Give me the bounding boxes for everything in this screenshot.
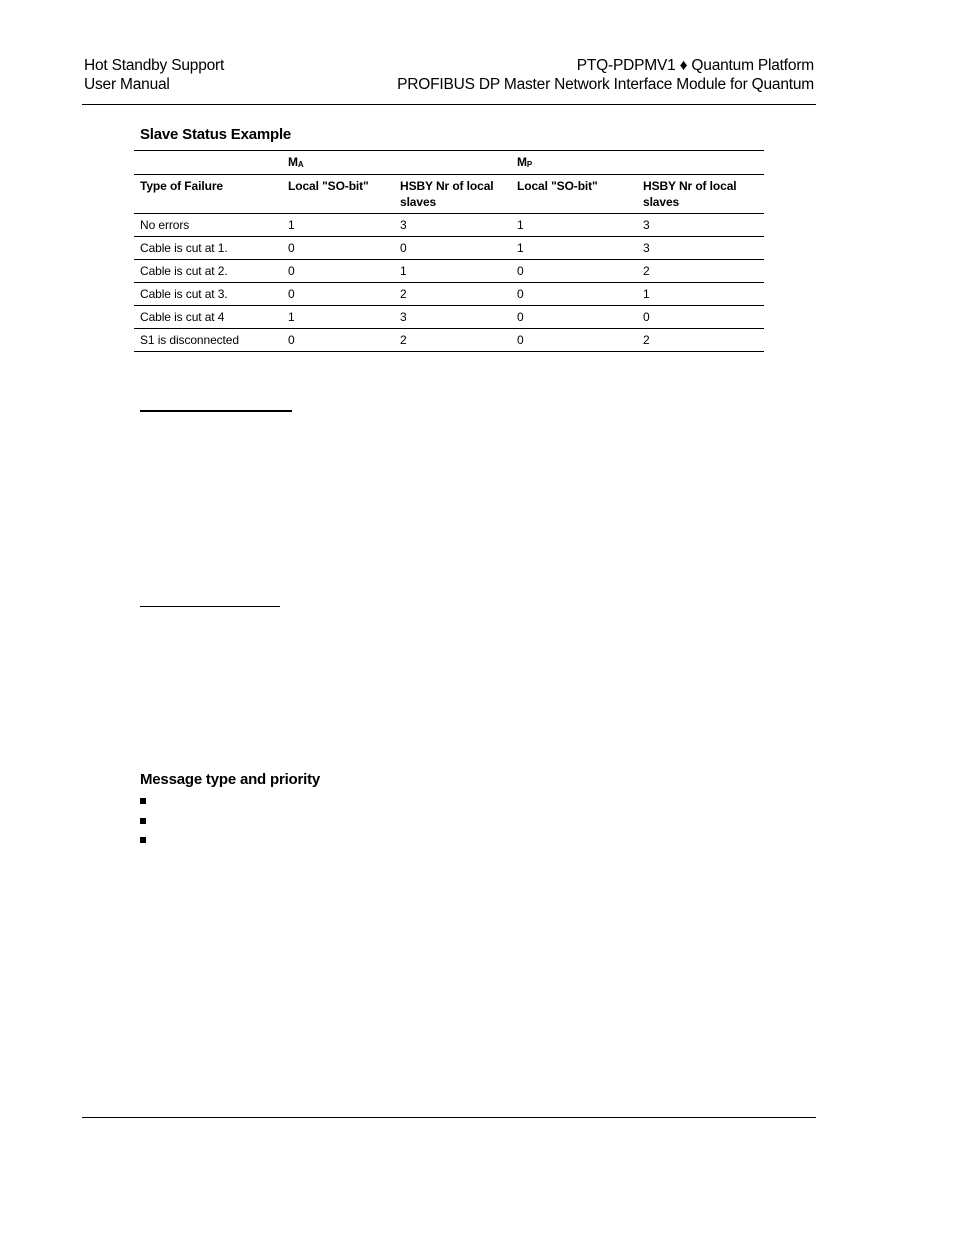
table-cell: 1 — [637, 283, 764, 306]
header-section-title: Hot Standby Support — [84, 57, 225, 74]
group-header-ma: $M_A$ — [282, 151, 511, 175]
table-cell: No errors — [134, 214, 282, 237]
table-cell: 1 — [282, 306, 394, 329]
column-header: Local "SO-bit" — [511, 175, 637, 214]
table-cell: 2 — [637, 329, 764, 352]
underline-rule-1 — [140, 410, 292, 412]
table-cell: 0 — [282, 260, 394, 283]
square-bullet-icon — [140, 837, 146, 843]
column-header: HSBY Nr of local slaves — [394, 175, 511, 214]
table-row — [134, 237, 764, 260]
column-header: HSBY Nr of local slaves — [637, 175, 764, 214]
table-cell: 2 — [394, 283, 511, 306]
table-cell: 0 — [511, 329, 637, 352]
table-cell: 0 — [394, 237, 511, 260]
table-cell: 1 — [511, 237, 637, 260]
slave-status-title: Slave Status Example — [140, 126, 292, 143]
table-cell: 2 — [394, 329, 511, 352]
header-right — [397, 56, 814, 94]
bullet-list — [140, 798, 146, 857]
table-cell: 0 — [511, 283, 637, 306]
message-type-title: Message type and priority — [140, 771, 321, 788]
header-left — [84, 56, 224, 94]
table-row — [134, 214, 764, 237]
table-cell: 3 — [637, 237, 764, 260]
table-cell: Cable is cut at 3. — [134, 283, 282, 306]
table-cell: 1 — [511, 214, 637, 237]
table-cell: 0 — [282, 283, 394, 306]
table-cell: 0 — [511, 260, 637, 283]
table-cell: 0 — [511, 306, 637, 329]
table-cell: 1 — [394, 260, 511, 283]
table-group-header-row — [134, 151, 764, 175]
square-bullet-icon — [140, 798, 146, 804]
group-header-mp: $M_P$ — [511, 151, 764, 175]
table-cell: Cable is cut at 1. — [134, 237, 282, 260]
header-product: PTQ-PDPMV1 ♦ Quantum Platform — [576, 57, 814, 74]
table-cell: 1 — [282, 214, 394, 237]
table-cell: 2 — [637, 260, 764, 283]
underline-rule-2 — [140, 606, 280, 607]
table-row — [134, 260, 764, 283]
table-cell: 3 — [394, 214, 511, 237]
header-product-desc: PROFIBUS DP Master Network Interface Module for Quantum — [397, 76, 814, 93]
square-bullet-icon — [140, 818, 146, 824]
table-cell: Cable is cut at 2. — [134, 260, 282, 283]
table-row — [134, 306, 764, 329]
table-cell: Cable is cut at 4 — [134, 306, 282, 329]
table-row — [134, 329, 764, 352]
table-cell: 3 — [637, 214, 764, 237]
table-cell: S1 is disconnected — [134, 329, 282, 352]
table-group-empty — [134, 151, 282, 175]
table-column-header-row — [134, 175, 764, 214]
table-row — [134, 283, 764, 306]
table-cell: 0 — [282, 329, 394, 352]
footer-divider — [82, 1117, 816, 1118]
header-divider — [82, 104, 816, 105]
column-header: Type of Failure — [134, 175, 282, 214]
table-cell: 0 — [637, 306, 764, 329]
header-doc-type: User Manual — [84, 76, 170, 93]
column-header: Local "SO-bit" — [282, 175, 394, 214]
table-cell: 0 — [282, 237, 394, 260]
table-cell: 3 — [394, 306, 511, 329]
slave-status-table — [134, 150, 764, 352]
